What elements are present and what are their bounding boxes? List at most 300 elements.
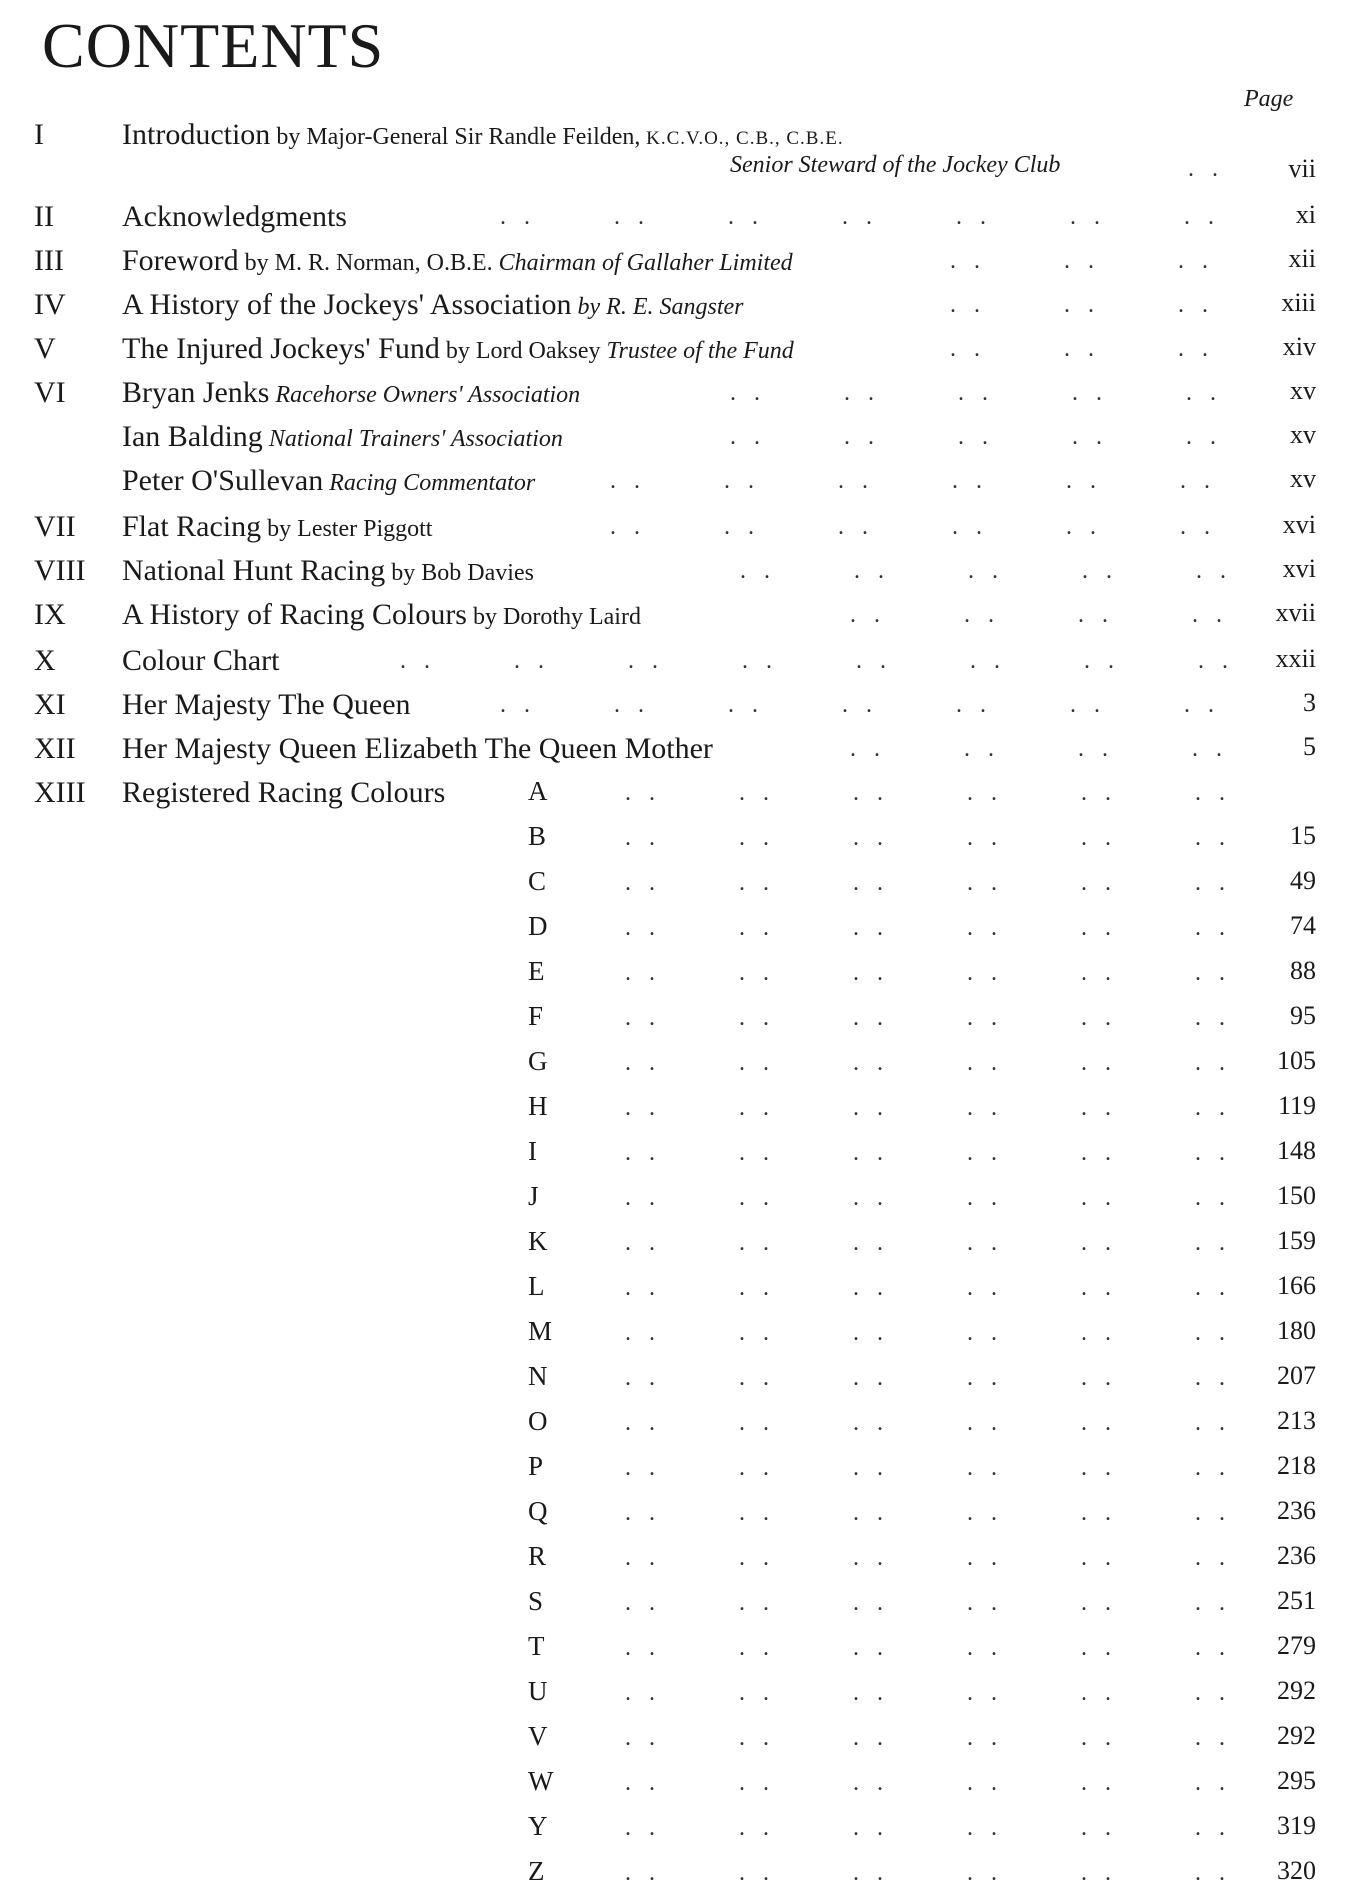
leader-dots: . . — [967, 915, 997, 941]
leader-dots: . . — [1195, 1410, 1225, 1436]
section-letter: D — [528, 911, 548, 941]
section-letter: B — [528, 821, 547, 851]
leader-dots: . . — [739, 1050, 769, 1076]
leader-dots: . . — [1081, 1410, 1111, 1436]
page-column-label: Page — [1244, 86, 1294, 112]
contents-entry — [0, 244, 1351, 284]
leader-dots: . . — [625, 960, 655, 986]
leader-dots: . . — [1078, 736, 1108, 762]
leader-dots: . . — [625, 1545, 655, 1571]
entry-page: 5 — [1303, 732, 1316, 761]
leader-dots: . . — [1184, 692, 1214, 718]
leader-dots: . . — [625, 1320, 655, 1346]
contents-entry — [0, 598, 1351, 638]
letter-entry — [0, 821, 1351, 861]
leader-dots: . . — [625, 1185, 655, 1211]
leader-dots: . . — [1081, 870, 1111, 896]
leader-dots: . . — [853, 1050, 883, 1076]
leader-dots: . . — [967, 870, 997, 896]
leader-dots: . . — [853, 1320, 883, 1346]
leader-dots: . . — [853, 1725, 883, 1751]
leader-dots: . . — [730, 424, 760, 450]
leader-dots: . . — [739, 1410, 769, 1436]
contents-entry — [0, 376, 1351, 416]
entry-number: III — [34, 244, 64, 277]
leader-dots: . . — [625, 1230, 655, 1256]
leader-dots: . . — [853, 1590, 883, 1616]
entry-page: xvii — [1275, 598, 1316, 627]
leader-dots: . . — [967, 1140, 997, 1166]
leader-dots: . . — [1081, 1770, 1111, 1796]
entry-title-text: Colour Chart — [122, 644, 280, 677]
leader-dots: . . — [1195, 1365, 1225, 1391]
leader-dots: . . — [1064, 336, 1094, 362]
section-letter: W — [528, 1766, 554, 1796]
leader-dots: . . — [853, 960, 883, 986]
leader-dots: . . — [842, 692, 872, 718]
entry-author: by Lord Oaksey — [439, 338, 601, 364]
entry-title-text: National Hunt Racing — [122, 554, 386, 587]
entry-title — [122, 288, 744, 322]
entry-page: xiv — [1282, 332, 1316, 361]
leader-dots: . . — [967, 825, 997, 851]
section-letter: E — [528, 956, 545, 986]
leader-dots: . . — [740, 558, 770, 584]
leader-dots: . . — [853, 1815, 883, 1841]
leader-dots: . . — [956, 204, 986, 230]
leader-dots: . . — [1195, 1815, 1225, 1841]
leader-dots: . . — [1081, 1590, 1111, 1616]
letter-page: 95 — [1290, 1001, 1316, 1030]
leader-dots: . . — [739, 915, 769, 941]
entry-title-text: Acknowledgments — [122, 200, 347, 233]
entry-title — [122, 244, 793, 278]
contents-entry — [0, 688, 1351, 728]
leader-dots: . . — [739, 1815, 769, 1841]
entry-number: I — [34, 118, 44, 151]
leader-dots: . . — [1192, 736, 1222, 762]
intro-subtitle: Senior Steward of the Jockey Club — [730, 152, 1061, 178]
entry-author: by Major-General Sir Randle Feilden, — [270, 124, 641, 150]
leader-dots: . . — [625, 1815, 655, 1841]
leader-dots: . . — [614, 204, 644, 230]
letter-page: 105 — [1277, 1046, 1316, 1075]
leader-dots: . . — [739, 1545, 769, 1571]
leader-dots: . . — [610, 468, 640, 494]
entry-page: xiii — [1281, 288, 1316, 317]
leader-dots: . . — [1195, 1545, 1225, 1571]
leader-dots: . . — [625, 1725, 655, 1751]
leader-dots: . . — [739, 1140, 769, 1166]
entry-title — [122, 510, 432, 544]
letter-page: 236 — [1277, 1541, 1316, 1570]
entry-number: X — [34, 644, 56, 677]
leader-dots: . . — [967, 1050, 997, 1076]
letter-entry — [0, 911, 1351, 951]
leader-dots: . . — [739, 1005, 769, 1031]
leader-dots: . . — [967, 1815, 997, 1841]
leader-dots: . . — [853, 1635, 883, 1661]
leader-dots: . . — [1081, 915, 1111, 941]
leader-dots: . . — [850, 602, 880, 628]
leader-dots: . . — [1081, 1365, 1111, 1391]
section-letter: V — [528, 1721, 548, 1751]
leader-dots: . . — [952, 468, 982, 494]
entry-title — [122, 554, 534, 588]
leader-dots: . . — [950, 292, 980, 318]
leader-dots: . . — [1064, 292, 1094, 318]
leader-dots: . . — [739, 1725, 769, 1751]
leader-dots: . . — [1184, 204, 1214, 230]
entry-title — [122, 732, 713, 766]
leader-dots: . . — [853, 1545, 883, 1571]
leader-dots: . . — [625, 1680, 655, 1706]
section-letter: R — [528, 1541, 547, 1571]
letter-page: 150 — [1277, 1181, 1316, 1210]
section-letter: A — [528, 776, 548, 806]
section-letter: Q — [528, 1496, 548, 1526]
leader-dots: . . — [853, 780, 883, 806]
leader-dots: . . — [1188, 156, 1218, 182]
letter-entry — [0, 1361, 1351, 1401]
letter-entry — [0, 1811, 1351, 1851]
leader-dots: . . — [1195, 1140, 1225, 1166]
letter-page: 49 — [1290, 866, 1316, 895]
section-letter: I — [528, 1136, 537, 1166]
leader-dots: . . — [1186, 380, 1216, 406]
leader-dots: . . — [1066, 468, 1096, 494]
letter-entry — [0, 1271, 1351, 1311]
leader-dots: . . — [1195, 1050, 1225, 1076]
leader-dots: . . — [1195, 1230, 1225, 1256]
leader-dots: . . — [967, 1455, 997, 1481]
leader-dots: . . — [1082, 558, 1112, 584]
letter-entry — [0, 1496, 1351, 1536]
section-letter: J — [528, 1181, 539, 1211]
section-letter: Z — [528, 1856, 545, 1886]
leader-dots: . . — [739, 780, 769, 806]
leader-dots: . . — [1081, 1860, 1111, 1886]
leader-dots: . . — [1081, 1320, 1111, 1346]
leader-dots: . . — [1178, 248, 1208, 274]
leader-dots: . . — [1195, 1455, 1225, 1481]
leader-dots: . . — [853, 1680, 883, 1706]
leader-dots: . . — [1195, 1680, 1225, 1706]
section-letter: O — [528, 1406, 548, 1436]
leader-dots: . . — [625, 1635, 655, 1661]
leader-dots: . . — [1064, 248, 1094, 274]
leader-dots: . . — [967, 1095, 997, 1121]
leader-dots: . . — [1081, 1725, 1111, 1751]
leader-dots: . . — [1081, 1545, 1111, 1571]
entry-number: VIII — [34, 554, 86, 587]
entry-page: xv — [1290, 376, 1316, 405]
letter-entry — [0, 1406, 1351, 1446]
leader-dots: . . — [838, 468, 868, 494]
entry-page: xv — [1290, 420, 1316, 449]
entry-title-text: Her Majesty Queen Elizabeth The Queen Mother — [122, 732, 713, 765]
contents-entry — [0, 644, 1351, 684]
entry-number: II — [34, 200, 54, 233]
leader-dots: . . — [1066, 514, 1096, 540]
section-letter: N — [528, 1361, 548, 1391]
letter-page: 292 — [1277, 1721, 1316, 1750]
section-letter: S — [528, 1586, 544, 1616]
leader-dots: . . — [853, 870, 883, 896]
leader-dots: . . — [628, 648, 658, 674]
leader-dots: . . — [1081, 1635, 1111, 1661]
leader-dots: . . — [625, 1140, 655, 1166]
leader-dots: . . — [967, 1185, 997, 1211]
leader-dots: . . — [739, 1770, 769, 1796]
entry-title-text: Peter O'Sullevan — [122, 464, 324, 497]
leader-dots: . . — [1195, 1185, 1225, 1211]
leader-dots: . . — [1081, 1005, 1111, 1031]
letter-entry — [0, 1316, 1351, 1356]
entry-author: by Dorothy Laird — [467, 604, 641, 630]
entry-number: V — [34, 332, 56, 365]
entry-role: by R. E. Sangster — [571, 294, 744, 320]
entry-number: XIII — [34, 776, 86, 809]
letter-entry — [0, 1541, 1351, 1581]
leader-dots: . . — [967, 1545, 997, 1571]
leader-dots: . . — [1198, 648, 1228, 674]
leader-dots: . . — [728, 692, 758, 718]
leader-dots: . . — [1195, 1860, 1225, 1886]
entry-number: VII — [34, 510, 76, 543]
leader-dots: . . — [967, 1230, 997, 1256]
letter-entry — [0, 1631, 1351, 1671]
leader-dots: . . — [853, 825, 883, 851]
entry-title — [122, 376, 580, 410]
leader-dots: . . — [1195, 960, 1225, 986]
letter-entry — [0, 776, 1351, 816]
leader-dots: . . — [1195, 1095, 1225, 1121]
leader-dots: . . — [844, 424, 874, 450]
letter-page: 15 — [1290, 821, 1316, 850]
leader-dots: . . — [1081, 1500, 1111, 1526]
leader-dots: . . — [739, 1365, 769, 1391]
leader-dots: . . — [1195, 1320, 1225, 1346]
leader-dots: . . — [968, 558, 998, 584]
leader-dots: . . — [739, 825, 769, 851]
entry-role: Chairman of Gallaher Limited — [492, 250, 793, 276]
leader-dots: . . — [625, 1590, 655, 1616]
entry-title — [122, 688, 411, 722]
section-letter: M — [528, 1316, 553, 1346]
entry-title — [122, 644, 280, 678]
leader-dots: . . — [1195, 1005, 1225, 1031]
leader-dots: . . — [739, 1320, 769, 1346]
leader-dots: . . — [964, 736, 994, 762]
letter-page: 207 — [1277, 1361, 1316, 1390]
leader-dots: . . — [739, 1635, 769, 1661]
leader-dots: . . — [625, 1410, 655, 1436]
leader-dots: . . — [1084, 648, 1114, 674]
leader-dots: . . — [625, 1455, 655, 1481]
leader-dots: . . — [1195, 1725, 1225, 1751]
letter-page: 88 — [1290, 956, 1316, 985]
leader-dots: . . — [853, 1365, 883, 1391]
leader-dots: . . — [1192, 602, 1222, 628]
entry-title-text: Ian Balding — [122, 420, 263, 453]
leader-dots: . . — [1195, 1770, 1225, 1796]
leader-dots: . . — [1081, 1050, 1111, 1076]
contents-entry — [0, 288, 1351, 328]
contents-entry — [0, 732, 1351, 772]
leader-dots: . . — [970, 648, 1000, 674]
leader-dots: . . — [742, 648, 772, 674]
leader-dots: . . — [739, 1275, 769, 1301]
leader-dots: . . — [950, 248, 980, 274]
leader-dots: . . — [853, 1185, 883, 1211]
leader-dots: . . — [1081, 1275, 1111, 1301]
leader-dots: . . — [967, 1410, 997, 1436]
entry-author: by Bob Davies — [385, 560, 534, 586]
leader-dots: . . — [1070, 692, 1100, 718]
leader-dots: . . — [625, 1860, 655, 1886]
leader-dots: . . — [853, 1230, 883, 1256]
leader-dots: . . — [1081, 1095, 1111, 1121]
section-letter: K — [528, 1226, 548, 1256]
leader-dots: . . — [739, 1455, 769, 1481]
letter-page: 295 — [1277, 1766, 1316, 1795]
entry-page: xi — [1295, 200, 1316, 229]
entry-title — [122, 200, 347, 234]
leader-dots: . . — [625, 915, 655, 941]
section-letter: T — [528, 1631, 545, 1661]
letter-page: 279 — [1277, 1631, 1316, 1660]
leader-dots: . . — [625, 1365, 655, 1391]
letter-page: 251 — [1277, 1586, 1316, 1615]
leader-dots: . . — [967, 1320, 997, 1346]
leader-dots: . . — [1070, 204, 1100, 230]
letter-entry — [0, 1721, 1351, 1761]
leader-dots: . . — [853, 1005, 883, 1031]
leader-dots: . . — [1081, 960, 1111, 986]
leader-dots: . . — [952, 514, 982, 540]
leader-dots: . . — [1081, 1815, 1111, 1841]
leader-dots: . . — [1178, 336, 1208, 362]
entry-page: 3 — [1303, 688, 1316, 717]
leader-dots: . . — [625, 1005, 655, 1031]
entry-title-text: Her Majesty The Queen — [122, 688, 411, 721]
leader-dots: . . — [950, 336, 980, 362]
entry-title-text: Flat Racing — [122, 510, 262, 543]
leader-dots: . . — [844, 380, 874, 406]
letter-entry — [0, 1181, 1351, 1221]
letter-entry — [0, 1856, 1351, 1896]
entry-number: IX — [34, 598, 66, 631]
letter-entry — [0, 1676, 1351, 1716]
leader-dots: . . — [854, 558, 884, 584]
entry-title-text: Bryan Jenks — [122, 376, 270, 409]
section-letter: G — [528, 1046, 548, 1076]
section-letter: H — [528, 1091, 548, 1121]
entry-page: vii — [1288, 154, 1316, 183]
entry-role: Racehorse Owners' Association — [269, 382, 581, 408]
section-letter: Y — [528, 1811, 548, 1841]
leader-dots: . . — [964, 602, 994, 628]
leader-dots: . . — [500, 692, 530, 718]
leader-dots: . . — [838, 514, 868, 540]
leader-dots: . . — [853, 1140, 883, 1166]
leader-dots: . . — [500, 204, 530, 230]
entry-number: IV — [34, 288, 66, 321]
leader-dots: . . — [1072, 424, 1102, 450]
leader-dots: . . — [625, 1095, 655, 1121]
leader-dots: . . — [967, 1005, 997, 1031]
letter-entry — [0, 1766, 1351, 1806]
leader-dots: . . — [1195, 870, 1225, 896]
leader-dots: . . — [856, 648, 886, 674]
letter-page: 159 — [1277, 1226, 1316, 1255]
leader-dots: . . — [1081, 1455, 1111, 1481]
entry-page: xii — [1288, 244, 1316, 273]
entry-page: xvi — [1282, 554, 1316, 583]
letter-entry — [0, 1586, 1351, 1626]
leader-dots: . . — [1195, 1500, 1225, 1526]
leader-dots: . . — [728, 204, 758, 230]
letter-entry — [0, 1001, 1351, 1041]
entry-title — [122, 118, 844, 152]
letter-page: 166 — [1277, 1271, 1316, 1300]
entry-number: XII — [34, 732, 76, 765]
entry-title-text: Foreword — [122, 244, 239, 277]
letter-entry — [0, 1091, 1351, 1131]
leader-dots: . . — [1081, 780, 1111, 806]
leader-dots: . . — [1178, 292, 1208, 318]
leader-dots: . . — [967, 1590, 997, 1616]
leader-dots: . . — [842, 204, 872, 230]
leader-dots: . . — [730, 380, 760, 406]
letter-page: 218 — [1277, 1451, 1316, 1480]
letter-page: 180 — [1277, 1316, 1316, 1345]
entry-honours: K.C.V.O., C.B., C.B.E. — [640, 128, 844, 149]
leader-dots: . . — [739, 1185, 769, 1211]
leader-dots: . . — [1081, 1680, 1111, 1706]
leader-dots: . . — [1180, 514, 1210, 540]
entry-role: National Trainers' Association — [262, 426, 563, 452]
leader-dots: . . — [739, 1680, 769, 1706]
entry-title — [122, 420, 563, 454]
entry-title — [122, 598, 641, 632]
leader-dots: . . — [1195, 825, 1225, 851]
entry-title-text: A History of Racing Colours — [122, 598, 467, 631]
entry-role: Trustee of the Fund — [600, 338, 794, 364]
leader-dots: . . — [614, 692, 644, 718]
letter-entry — [0, 866, 1351, 906]
leader-dots: . . — [1081, 1230, 1111, 1256]
leader-dots: . . — [724, 468, 754, 494]
leader-dots: . . — [610, 514, 640, 540]
leader-dots: . . — [853, 915, 883, 941]
leader-dots: . . — [967, 1635, 997, 1661]
leader-dots: . . — [853, 1275, 883, 1301]
leader-dots: . . — [853, 1455, 883, 1481]
letter-entry — [0, 1451, 1351, 1491]
entry-title — [122, 464, 535, 498]
leader-dots: . . — [967, 1275, 997, 1301]
leader-dots: . . — [853, 1770, 883, 1796]
leader-dots: . . — [853, 1500, 883, 1526]
entry-role: Racing Commentator — [323, 470, 536, 496]
leader-dots: . . — [1072, 380, 1102, 406]
leader-dots: . . — [625, 825, 655, 851]
entry-title — [122, 332, 794, 366]
leader-dots: . . — [967, 960, 997, 986]
leader-dots: . . — [958, 424, 988, 450]
